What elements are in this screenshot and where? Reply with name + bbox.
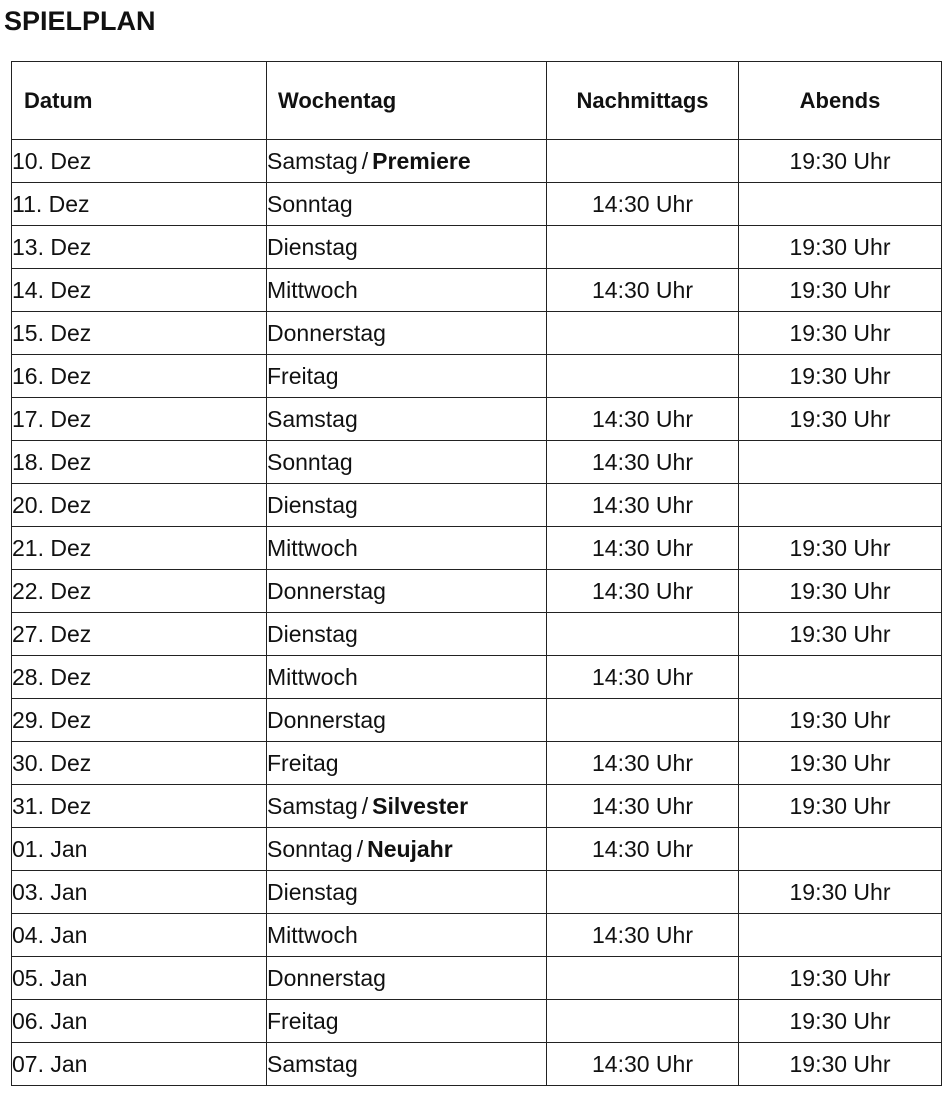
cell-afternoon: 14:30 Uhr: [547, 914, 739, 957]
cell-afternoon: [547, 140, 739, 183]
weekday-label: Donnerstag: [267, 319, 386, 346]
cell-evening: 19:30 Uhr: [739, 742, 942, 785]
cell-afternoon: [547, 312, 739, 355]
table-row: [12, 785, 942, 828]
cell-weekday: [267, 226, 547, 269]
cell-weekday: [267, 269, 547, 312]
cell-evening: 19:30 Uhr: [739, 140, 942, 183]
table-row: [12, 699, 942, 742]
cell-afternoon: 14:30 Uhr: [547, 183, 739, 226]
table-row: [12, 312, 942, 355]
cell-evening: 19:30 Uhr: [739, 1000, 942, 1043]
cell-evening: [739, 183, 942, 226]
cell-date: 30. Dez: [12, 742, 267, 785]
table-row: [12, 742, 942, 785]
cell-evening: 19:30 Uhr: [739, 957, 942, 1000]
weekday-label: Dienstag: [267, 491, 358, 518]
special-event-label: Silvester: [372, 792, 469, 819]
cell-date: 07. Jan: [12, 1043, 267, 1086]
weekday-label: Mittwoch: [267, 276, 358, 303]
cell-weekday: [267, 355, 547, 398]
table-row: [12, 1043, 942, 1086]
cell-date: 21. Dez: [12, 527, 267, 570]
weekday-label: Dienstag: [267, 233, 358, 260]
cell-date: 29. Dez: [12, 699, 267, 742]
table-row: [12, 871, 942, 914]
weekday-label: Mittwoch: [267, 534, 358, 561]
cell-afternoon: [547, 699, 739, 742]
weekday-label: Donnerstag: [267, 706, 386, 733]
cell-afternoon: 14:30 Uhr: [547, 527, 739, 570]
weekday-label: Mittwoch: [267, 663, 358, 690]
header-date: Datum: [12, 62, 267, 140]
cell-date: 05. Jan: [12, 957, 267, 1000]
cell-date: 17. Dez: [12, 398, 267, 441]
header-afternoon: Nachmittags: [547, 62, 739, 140]
cell-evening: 19:30 Uhr: [739, 871, 942, 914]
cell-afternoon: [547, 355, 739, 398]
cell-date: 27. Dez: [12, 613, 267, 656]
cell-weekday: [267, 871, 547, 914]
cell-afternoon: 14:30 Uhr: [547, 484, 739, 527]
cell-date: 03. Jan: [12, 871, 267, 914]
cell-date: 18. Dez: [12, 441, 267, 484]
cell-date: 22. Dez: [12, 570, 267, 613]
cell-evening: 19:30 Uhr: [739, 613, 942, 656]
table-row: [12, 613, 942, 656]
special-event-label: Premiere: [372, 147, 471, 174]
cell-date: 28. Dez: [12, 656, 267, 699]
cell-evening: [739, 828, 942, 871]
cell-date: 10. Dez: [12, 140, 267, 183]
cell-date: 14. Dez: [12, 269, 267, 312]
cell-afternoon: [547, 613, 739, 656]
table-row: [12, 441, 942, 484]
weekday-label: Mittwoch: [267, 921, 358, 948]
cell-weekday: [267, 699, 547, 742]
weekday-label: Sonntag: [267, 448, 353, 475]
cell-weekday: [267, 742, 547, 785]
cell-weekday: [267, 140, 547, 183]
cell-evening: 19:30 Uhr: [739, 570, 942, 613]
cell-afternoon: [547, 226, 739, 269]
cell-afternoon: [547, 871, 739, 914]
weekday-label: Freitag: [267, 1007, 339, 1034]
table-row: [12, 140, 942, 183]
cell-weekday: [267, 656, 547, 699]
weekday-label: Freitag: [267, 749, 339, 776]
cell-date: 06. Jan: [12, 1000, 267, 1043]
table-header-row: [12, 62, 942, 140]
weekday-label: Samstag: [267, 1050, 358, 1077]
table-row: [12, 828, 942, 871]
cell-evening: 19:30 Uhr: [739, 312, 942, 355]
header-weekday: Wochentag: [267, 62, 547, 140]
weekday-label: Dienstag: [267, 878, 358, 905]
cell-weekday: [267, 957, 547, 1000]
table-row: [12, 914, 942, 957]
cell-evening: 19:30 Uhr: [739, 398, 942, 441]
weekday-label: Sonntag: [267, 190, 353, 217]
cell-weekday: [267, 1000, 547, 1043]
header-evening: Abends: [739, 62, 942, 140]
cell-date: 31. Dez: [12, 785, 267, 828]
cell-afternoon: 14:30 Uhr: [547, 269, 739, 312]
weekday-label: Donnerstag: [267, 964, 386, 991]
cell-date: 11. Dez: [12, 183, 267, 226]
cell-evening: 19:30 Uhr: [739, 269, 942, 312]
weekday-label: Donnerstag: [267, 577, 386, 604]
cell-weekday: [267, 570, 547, 613]
cell-weekday: [267, 441, 547, 484]
table-row: [12, 355, 942, 398]
cell-date: 20. Dez: [12, 484, 267, 527]
table-row: [12, 957, 942, 1000]
cell-date: 01. Jan: [12, 828, 267, 871]
weekday-label: Dienstag: [267, 620, 358, 647]
cell-date: 15. Dez: [12, 312, 267, 355]
cell-weekday: [267, 785, 547, 828]
table-row: [12, 484, 942, 527]
cell-afternoon: 14:30 Uhr: [547, 441, 739, 484]
cell-weekday: [267, 613, 547, 656]
cell-evening: 19:30 Uhr: [739, 785, 942, 828]
cell-afternoon: [547, 1000, 739, 1043]
cell-weekday: [267, 1043, 547, 1086]
cell-afternoon: 14:30 Uhr: [547, 828, 739, 871]
table-row: [12, 226, 942, 269]
cell-afternoon: 14:30 Uhr: [547, 656, 739, 699]
special-event-label: Neujahr: [367, 835, 453, 862]
weekday-separator: /: [356, 835, 364, 862]
cell-evening: [739, 441, 942, 484]
weekday-label: Samstag: [267, 792, 358, 819]
cell-evening: [739, 656, 942, 699]
table-row: [12, 1000, 942, 1043]
cell-evening: [739, 484, 942, 527]
cell-evening: 19:30 Uhr: [739, 355, 942, 398]
table-row: [12, 570, 942, 613]
cell-weekday: [267, 484, 547, 527]
cell-afternoon: 14:30 Uhr: [547, 785, 739, 828]
weekday-label: Freitag: [267, 362, 339, 389]
table-row: [12, 398, 942, 441]
cell-date: 16. Dez: [12, 355, 267, 398]
cell-weekday: [267, 914, 547, 957]
cell-afternoon: 14:30 Uhr: [547, 398, 739, 441]
cell-weekday: [267, 527, 547, 570]
weekday-label: Sonntag: [267, 835, 353, 862]
cell-evening: 19:30 Uhr: [739, 1043, 942, 1086]
cell-evening: [739, 914, 942, 957]
cell-date: 04. Jan: [12, 914, 267, 957]
cell-date: 13. Dez: [12, 226, 267, 269]
page-title: SPIELPLAN: [4, 6, 156, 36]
cell-evening: 19:30 Uhr: [739, 527, 942, 570]
cell-weekday: [267, 183, 547, 226]
cell-weekday: [267, 398, 547, 441]
cell-afternoon: 14:30 Uhr: [547, 570, 739, 613]
weekday-label: Samstag: [267, 147, 358, 174]
table-row: [12, 527, 942, 570]
weekday-separator: /: [361, 792, 369, 819]
cell-evening: 19:30 Uhr: [739, 699, 942, 742]
schedule-table: [11, 61, 942, 1086]
cell-evening: 19:30 Uhr: [739, 226, 942, 269]
cell-afternoon: [547, 957, 739, 1000]
cell-weekday: [267, 312, 547, 355]
table-row: [12, 183, 942, 226]
cell-afternoon: 14:30 Uhr: [547, 1043, 739, 1086]
table-row: [12, 656, 942, 699]
table-row: [12, 269, 942, 312]
cell-afternoon: 14:30 Uhr: [547, 742, 739, 785]
weekday-label: Samstag: [267, 405, 358, 432]
cell-weekday: [267, 828, 547, 871]
weekday-separator: /: [361, 147, 369, 174]
